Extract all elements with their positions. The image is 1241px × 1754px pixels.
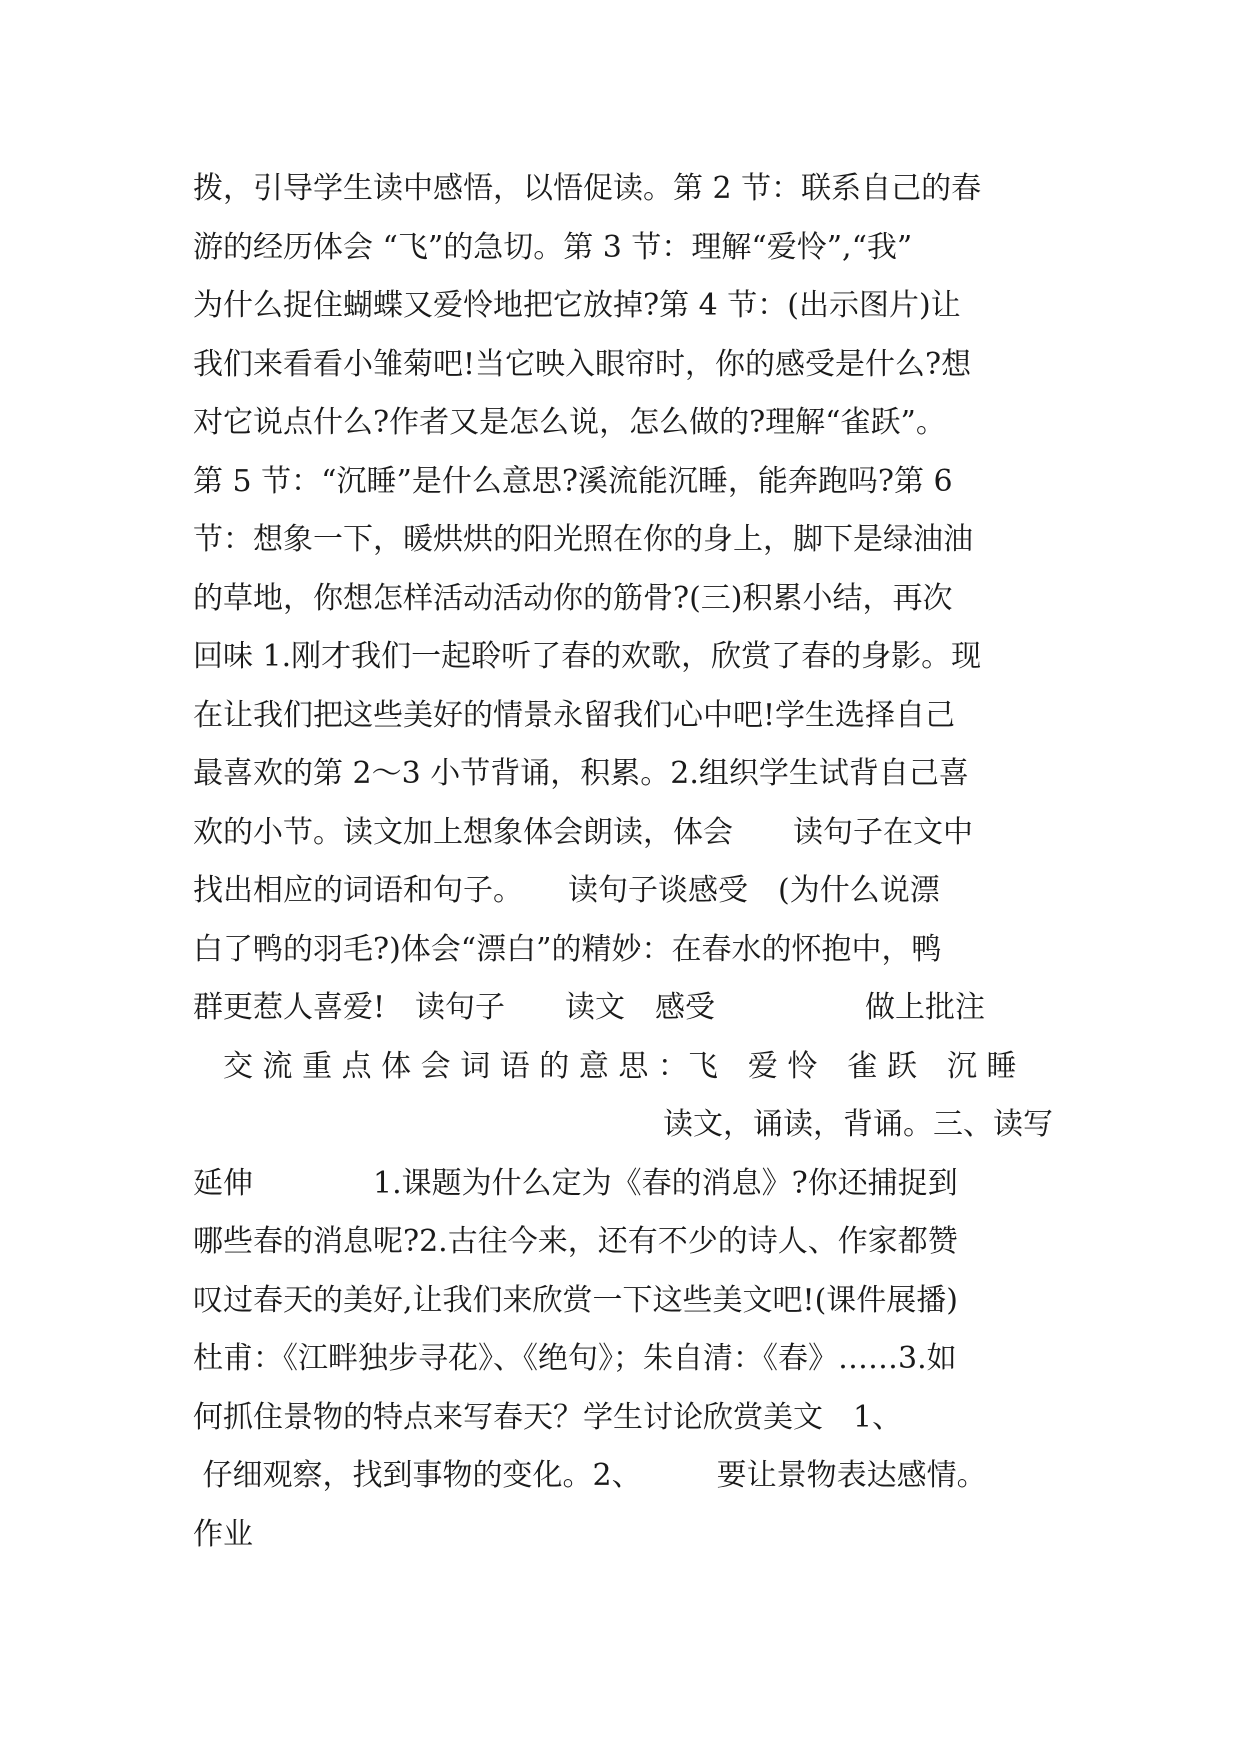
text-line-3: 为什么捉住蝴蝶又爱怜地把它放掉?第 4 节：(出示图片)让 <box>193 288 961 323</box>
text-line-9: 回味 1.刚才我们一起聆听了春的欢歌，欣赏了春的身影。现 <box>193 639 982 674</box>
text-line-16: 交 流 重 点 体 会 词 语 的 意 思 ：飞 爱 怜 雀 跃 沉 睡 <box>193 1048 1017 1084</box>
text-line-21: 杜甫：《江畔独步寻花》、《绝句》；朱自清：《春》……3.如 <box>193 1341 957 1376</box>
text-line-17: 读文，诵读，背诵。三、读写 <box>663 1107 1053 1142</box>
text-line-2: 游的经历体会 “飞”的急切。第 3 节：理解“爱怜”,“我” <box>193 229 913 265</box>
body-text <box>193 160 1053 1564</box>
text-line-11: 最喜欢的第 2～3 小节背诵，积累。2.组织学生试背自己喜 <box>193 756 969 791</box>
text-line-10: 在让我们把这些美好的情景永留我们心中吧!学生选择自己 <box>193 697 956 733</box>
text-line-19: 哪些春的消息呢?2.古往今来，还有不少的诗人、作家都赞 <box>193 1224 958 1259</box>
text-line-12: 欢的小节。读文加上想象体会朗读，体会 读句子在文中 <box>193 814 973 850</box>
text-line-22: 何抓住景物的特点来写春天？学生讨论欣赏美文 1、 <box>193 1399 903 1435</box>
text-line-6: 第 5 节：“沉睡”是什么意思?溪流能沉睡，能奔跑吗?第 6 <box>193 463 953 499</box>
text-line-20: 叹过春天的美好,让我们来欣赏一下这些美文吧!(课件展播) <box>193 1282 958 1318</box>
text-line-13: 找出相应的词语和句子。 读句子谈感受 (为什么说漂 <box>193 873 940 908</box>
text-line-5: 对它说点什么?作者又是怎么说，怎么做的?理解“雀跃”。 <box>193 405 946 440</box>
text-line-14: 白了鸭的羽毛?)体会“漂白”的精妙：在春水的怀抱中，鸭 <box>193 931 942 967</box>
text-line-4: 我们来看看小雏菊吧!当它映入眼帘时，你的感受是什么?想 <box>193 346 972 382</box>
text-line-8: 的草地，你想怎样活动活动你的筋骨?(三)积累小结，再次 <box>193 580 953 616</box>
text-line-15: 群更惹人喜爱! 读句子 读文 感受 做上批注 <box>193 990 986 1025</box>
text-line-24: 作业 <box>193 1516 253 1552</box>
text-line-7: 节：想象一下，暖烘烘的阳光照在你的身上，脚下是绿油油 <box>193 522 973 557</box>
text-line-18: 延伸 1.课题为什么定为《春的消息》?你还捕捉到 <box>193 1165 958 1201</box>
text-line-23: 仔细观察，找到事物的变化。2、 要让景物表达感情。 <box>193 1458 987 1493</box>
text-line-1: 拨，引导学生读中感悟，以悟促读。第 2 节：联系自己的春 <box>193 171 982 206</box>
